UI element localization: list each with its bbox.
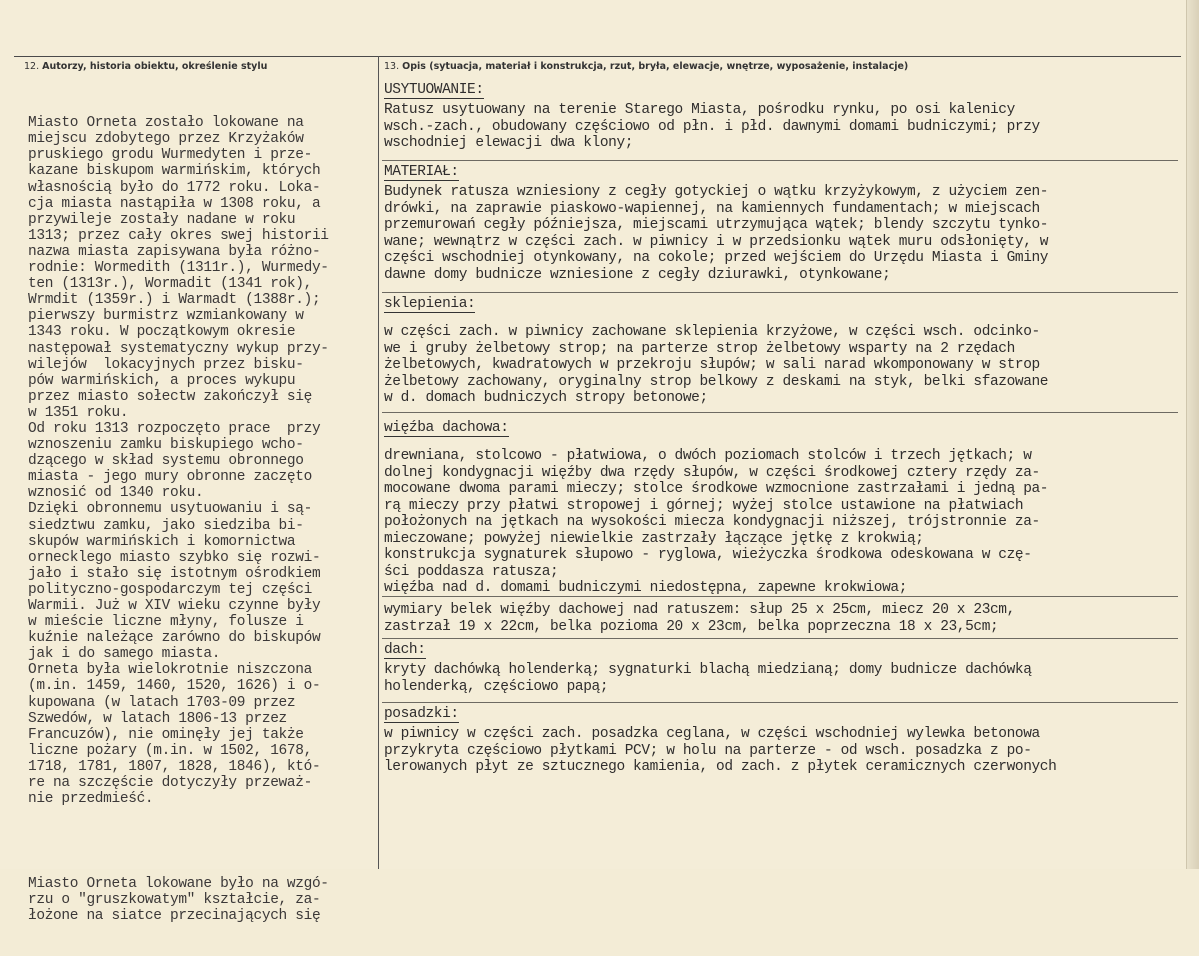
section-body: w części zach. w piwnicy zachowane sklepienia krzyżowe, w części wsch. odcinko- we i gruby żelbetowy strop; na parterze strop żelbetowy wsparty na 2 rzędach żelbetowych, kwadratowych w przekroju słupów; w sali narad wkomponowany w strop żelbetowy zachowany, oryginalny strop belkowy z deskami na styk, belki sfazowane w d. domach budniczych stropy betonowe;	[384, 324, 1049, 406]
section-rule	[382, 292, 1178, 293]
history-paragraph-2: Miasto Orneta lokowane było na wzgó- rzu o "gruszkowatym" kształcie, za- łożone na siatce przecinających się	[28, 875, 329, 924]
section-body: w piwnicy w części zach. posadzka ceglana, w części wschodniej wylewka betonowa przykryta częściowo płytkami PCV; w holu na parterze - od wsch. posadzka z po- lerowanych płyt ze sztucznego kamienia, od zach. z płytek ceramicznych czerwonych	[384, 726, 1057, 775]
section-rule	[382, 412, 1178, 413]
section-body: wymiary belek więźby dachowej nad ratuszem: słup 25 x 25cm, miecz 20 x 23cm, zastrzał 19 x 22cm, belka pozioma 20 x 23cm, belka poprzeczna 18 x 23,5cm;	[384, 602, 1015, 635]
section-rule	[382, 702, 1178, 703]
page-edge	[1186, 0, 1199, 869]
header-divider	[14, 56, 1181, 57]
section-title: posadzki:	[384, 706, 459, 722]
section-rule	[382, 596, 1178, 597]
history-column	[28, 83, 378, 956]
section-sklepienia	[384, 296, 1184, 407]
section-title: więźba dachowa:	[384, 420, 509, 436]
section-title: MATERIAŁ:	[384, 164, 459, 180]
section-title: dach:	[384, 642, 426, 658]
section-posadzki	[384, 706, 1184, 776]
history-paragraph-1: Miasto Orneta zostało lokowane na miejscu zdobytego przez Krzyżaków pruskiego grodu Wurmedyten i prze- kazane biskupom warmińskim, których własnością było do 1772 roku. Loka- cja miasta nastąpiła w 1308 roku, a przywileje zostały nadane w roku 1313; przez cały okres swej historii nazwa miasta zapisywana była różno- rodnie: Wormedith (1311r.), Wurmedy- ten (1313r.), Wormadit (1341 rok), Wrmdit (1359r.) i Warmadt (1388r.); pierwszy burmistrz wzmiankowany w 1343 roku. W początkowym okresie następował systematyczny wykup przy- wilejów lokacyjnych przez bisku- pów warmińskich, a proces wykupu przez miasto sołectw zakończył się w 1351 roku. Od roku 1313 rozpoczęto prace przy wznoszeniu zamku biskupiego wcho- dzącego w skład systemu obronnego miasta - jego mury obronne zaczęto wznosić od 1340 roku. Dzięki obronnemu usytuowaniu i są- siedztwu zamku, jako siedziba bi- skupów warmińskich i komornictwa ornecklego miasto szybko się rozwi- jało i stało się istotnym ośrodkiem polityczno-gospodarczym tej części Warmii. Już w XIV wieku czynne były w mieście liczne młyny, folusze i kuźnie należące zarówno do biskupów jak i do samego miasta. Orneta była wielokrotnie niszczona (m.in. 1459, 1460, 1520, 1626) i o- kupowana (w latach 1703-09 przez Szwedów, w latach 1806-13 przez Francuzów), nie ominęły jej także liczne pożary (m.in. w 1502, 1678, 1718, 1781, 1807, 1828, 1846), któ- re na szczęście dotyczyły przeważ- nie przedmieść.	[28, 115, 329, 808]
section-title: USYTUOWANIE:	[384, 82, 484, 98]
section-usytuowanie	[384, 82, 1184, 152]
section-wiezba-dimensions	[384, 602, 1184, 635]
section-rule	[382, 638, 1178, 639]
section-13-number: 13.	[384, 61, 400, 72]
section-body: Ratusz usytuowany na terenie Starego Miasta, pośrodku rynku, po osi kalenicy wsch.-zach., obudowany częściowo od płn. i płd. dawnymi domami budniczymi; przy wschodniej elewacji dwa klony;	[384, 102, 1040, 151]
section-rule	[382, 160, 1178, 161]
column-divider	[378, 56, 379, 869]
section-material	[384, 164, 1184, 283]
section-body: Budynek ratusza wzniesiony z cegły gotyckiej o wątku krzyżykowym, z użyciem zen- drówki, na zaprawie piaskowo-wapiennej, na kamiennych fundamentach; w miejscach przemurowań cegły późniejsza, miejscami utrzymująca wątek; blendy szczytu tynko- wane; wewnątrz w części zach. w piwnicy i w przedsionku wątek muru odsłonięty, w części wschodniej otynkowany, na cokole; przed wejściem do Urzędu Miasta i Gminy dawne domy budnicze wzniesione z cegły dziurawki, otynkowane;	[384, 184, 1049, 283]
section-dach	[384, 642, 1184, 695]
section-body: drewniana, stolcowo - płatwiowa, o dwóch poziomach stolców i trzech jętkach; w dolnej kondygnacji więźby dwa rzędy słupów, w części środkowej cztery rzędy za- mocowane dwoma parami mieczy; stolce środkowe wzmocnione zastrzałami i jedną pa- rą mieczy przy płatwi stropowej i górnej; wyżej stolce ustawione na płatwiach położonych na jętkach na wysokości miecza kondygnacji niższej, trójstronnie za- mieczowane; powyżej niewielkie zastrzały łączące jętkę z krokwią; konstrukcja sygnaturek słupowo - ryglowa, wieżyczka środkowa odeskowana w czę- ści poddasza ratusza; więźba nad d. domami budniczymi niedostępna, zapewne krokwiowa;	[384, 448, 1049, 596]
section-12-title: Autorzy, historia obiektu, określenie stylu	[42, 61, 268, 72]
section-title: sklepienia:	[384, 296, 476, 312]
section-wiezba	[384, 420, 1184, 597]
section-12-header	[24, 61, 267, 72]
section-13-title: Opis (sytuacja, materiał i konstrukcja, rzut, bryła, elewacje, wnętrze, wyposażenie, instalacje)	[402, 61, 909, 72]
section-13-header	[384, 61, 908, 72]
section-12-number: 12.	[24, 61, 40, 72]
section-body: kryty dachówką holenderką; sygnaturki blachą miedzianą; domy budnicze dachówką holenderką, częściowo papą;	[384, 662, 1032, 695]
